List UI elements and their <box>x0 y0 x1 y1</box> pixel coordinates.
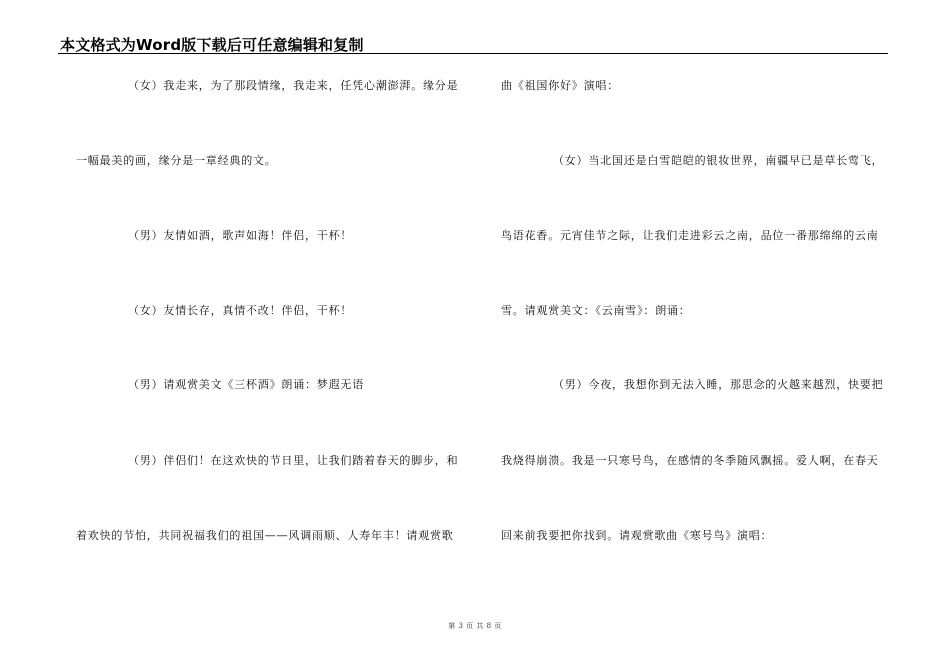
left-line-6: （男）伴侣们！在这欢快的节日里，让我们踏着春天的脚步，和 <box>128 454 459 467</box>
left-line-7: 着欢快的节怕，共同祝福我们的祖国——风调雨顺、人寿年丰！请观赏歌 <box>76 529 454 542</box>
document-header-title: 本文格式为Word版下载后可任意编辑和复制 <box>60 36 364 54</box>
right-line-5: （男）今夜，我想你到无法入睡，那思念的火越来越烈，快要把 <box>553 378 884 391</box>
header-rule <box>58 53 888 54</box>
left-line-5: （男）请观赏美文《三杯酒》朗诵：梦遐无语 <box>128 378 364 391</box>
right-line-4: 雪。请观赏美文：《云南雪》：朗诵： <box>501 304 691 317</box>
right-line-2: （女）当北国还是白雪皑皑的银妆世界，南疆早已是草长莺飞， <box>553 154 884 167</box>
left-line-3: （男）友情如酒，歌声如海！伴侣，干杯！ <box>128 229 353 242</box>
right-line-7: 回来前我要把你找到。请观赏歌曲《寒号鸟》演唱： <box>501 529 773 542</box>
page-number: 第 3 页 共 8 页 <box>448 622 502 630</box>
right-line-6: 我烧得崩溃。我是一只寒号鸟，在感情的冬季随风飘摇。爱人啊，在春天 <box>501 454 879 467</box>
left-line-4: （女）友情长存，真情不改！伴侣，干杯！ <box>128 304 353 317</box>
right-line-3: 鸟语花香。元宵佳节之际，让我们走进彩云之南，品位一番那绵绵的云南 <box>501 229 879 242</box>
right-line-1: 曲《祖国你好》演唱： <box>501 79 619 92</box>
left-line-1: （女）我走来，为了那段情缘，我走来，任凭心潮澎湃。缘分是 <box>128 79 459 92</box>
left-line-2: 一幅最美的画，缘分是一章经典的文。 <box>76 154 277 167</box>
